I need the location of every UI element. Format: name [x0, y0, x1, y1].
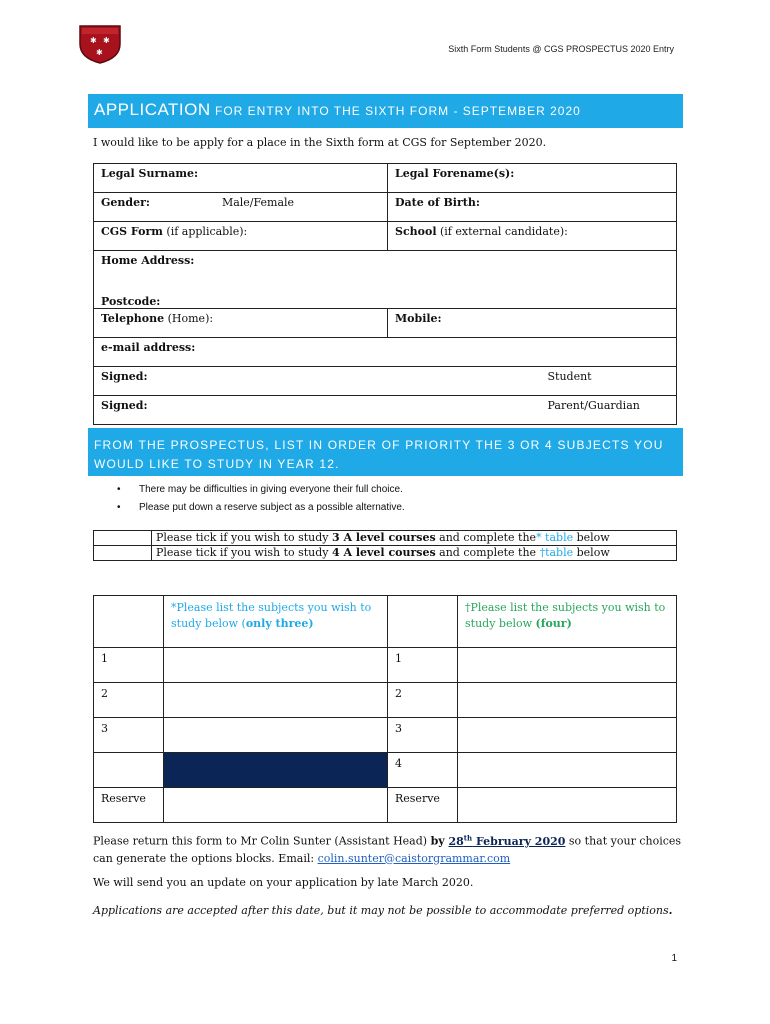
svg-text:✱: ✱: [96, 48, 103, 57]
four-subject-3-field[interactable]: [458, 718, 677, 753]
postcode-label: Postcode:: [101, 295, 161, 308]
late-applications-note: Applications are accepted after this date, but it may not be possible to accommodate preferred options.: [93, 904, 673, 917]
list-item: • Please put down a reserve subject as a possible alternative.: [117, 502, 405, 513]
tick-label-4-courses: Please tick if you wish to study 4 A level courses and complete the †table below: [152, 546, 677, 561]
home-address-field[interactable]: Home Address: Postcode:: [94, 251, 677, 309]
running-header: Sixth Form Students @ CGS PROSPECTUS 2020 Entry: [448, 44, 674, 54]
table-row: 3 3: [94, 718, 677, 753]
three-subject-1-field[interactable]: [164, 648, 388, 683]
mobile-field[interactable]: Mobile:: [388, 309, 677, 338]
parent-role-label: Parent/Guardian: [547, 399, 640, 412]
tick-box-4-courses[interactable]: [94, 546, 152, 561]
legal-forenames-field[interactable]: Legal Forename(s):: [388, 164, 677, 193]
table-row: 2 2: [94, 683, 677, 718]
telephone-field[interactable]: Telephone (Home):: [94, 309, 388, 338]
four-reserve-field[interactable]: [458, 788, 677, 823]
four-subject-1-field[interactable]: [458, 648, 677, 683]
svg-text:✱: ✱: [103, 36, 110, 45]
subjects-table: [93, 595, 677, 823]
update-text: We will send you an update on your application by late March 2020.: [93, 876, 474, 889]
subjects-instruction-banner: FROM THE PROSPECTUS, LIST IN ORDER OF PRIORITY THE 3 OR 4 SUBJECTS YOU WOULD LIKE TO STUDY IN YEAR 12.: [88, 428, 683, 476]
four-subjects-header: †Please list the subjects you wish to study below (four): [458, 596, 677, 648]
four-subject-2-field[interactable]: [458, 683, 677, 718]
tick-label-3-courses: Please tick if you wish to study 3 A level courses and complete the* table below: [152, 531, 677, 546]
intro-text: I would like to be apply for a place in the Sixth form at CGS for September 2020.: [93, 136, 547, 149]
table-row: Reserve Reserve: [94, 788, 677, 823]
page-number: 1: [671, 953, 677, 964]
list-item: • There may be difficulties in giving everyone their full choice.: [117, 484, 403, 495]
email-field[interactable]: e-mail address:: [94, 338, 677, 367]
contact-email-link[interactable]: colin.sunter@caistorgrammar.com: [317, 851, 511, 865]
tick-box-3-courses[interactable]: [94, 531, 152, 546]
three-subject-2-field[interactable]: [164, 683, 388, 718]
bullet-list: [117, 484, 405, 520]
application-title-banner: [88, 94, 683, 128]
course-count-tick-table: [93, 530, 677, 561]
four-subject-4-field[interactable]: [458, 753, 677, 788]
banner-title-sub: FOR ENTRY INTO THE SIXTH FORM - SEPTEMBER 2020: [210, 104, 581, 118]
table-row: 4: [94, 753, 677, 788]
return-instructions: Please return this form to Mr Colin Sunter (Assistant Head) by 28th February 2020 so that your choices can generate the options blocks. Email: colin.sunter@caistorgrammar.com: [93, 833, 682, 865]
cgs-form-field[interactable]: CGS Form (if applicable):: [94, 222, 388, 251]
parent-signature-field[interactable]: Signed: Parent/Guardian: [94, 396, 677, 425]
table-row: 1 1: [94, 648, 677, 683]
three-subject-3-field[interactable]: [164, 718, 388, 753]
school-crest-logo: [78, 24, 122, 64]
applicant-details-table: [93, 163, 677, 425]
student-signature-field[interactable]: Signed: Student: [94, 367, 677, 396]
gender-field[interactable]: Gender: Male/Female: [94, 193, 388, 222]
banner-title-main: APPLICATION: [94, 100, 211, 119]
school-field[interactable]: School (if external candidate):: [388, 222, 677, 251]
three-subjects-header: *Please list the subjects you wish to study below (only three): [164, 596, 388, 648]
student-role-label: Student: [547, 370, 592, 383]
svg-text:✱: ✱: [90, 36, 97, 45]
gender-options: Male/Female: [221, 196, 295, 209]
three-reserve-field[interactable]: [164, 788, 388, 823]
date-of-birth-field[interactable]: Date of Birth:: [388, 193, 677, 222]
blocked-cell: [164, 753, 388, 788]
legal-surname-field[interactable]: Legal Surname:: [94, 164, 388, 193]
